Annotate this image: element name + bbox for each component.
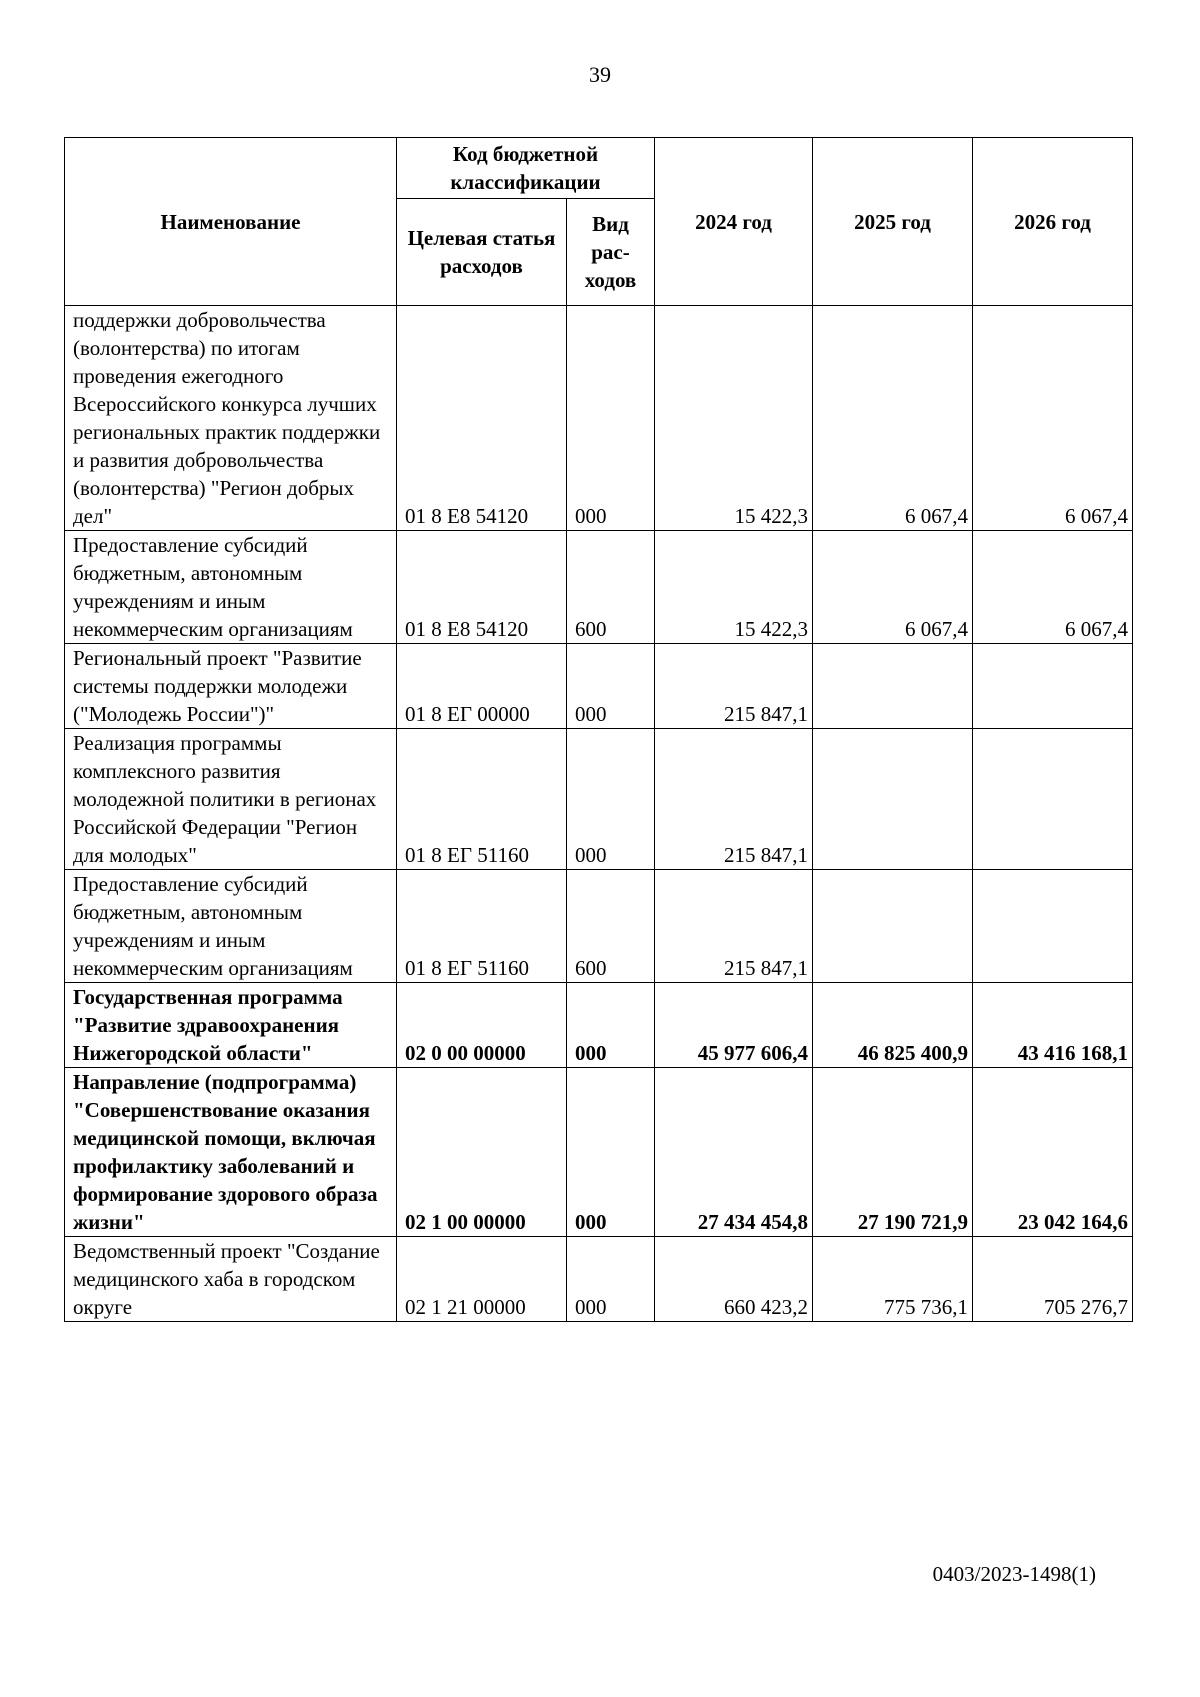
row-expense-kind: 000 xyxy=(567,983,655,1068)
table-row xyxy=(65,983,1133,1068)
row-value-2024: 215 847,1 xyxy=(655,729,813,870)
row-value-2024: 15 422,3 xyxy=(655,531,813,644)
row-value-2026: 6 067,4 xyxy=(973,531,1133,644)
table-row xyxy=(65,870,1133,983)
table-row xyxy=(65,1068,1133,1237)
row-expense-kind: 000 xyxy=(567,1237,655,1322)
table-row xyxy=(65,306,1133,531)
row-name: Предоставление субсидий бюджетным, автономным учреждениям и иным некоммерческим организациям xyxy=(65,870,397,983)
row-value-2026 xyxy=(973,729,1133,870)
header-target-article: Целевая статья расходов xyxy=(397,199,567,306)
row-value-2026: 6 067,4 xyxy=(973,306,1133,531)
row-value-2026: 23 042 164,6 xyxy=(973,1068,1133,1237)
row-name: Ведомственный проект "Создание медицинского хаба в городском округе xyxy=(65,1237,397,1322)
row-expense-kind: 000 xyxy=(567,729,655,870)
header-2025: 2025 год xyxy=(813,138,973,306)
row-name: Предоставление субсидий бюджетным, автономным учреждениям и иным некоммерческим организациям xyxy=(65,531,397,644)
header-name: Наименование xyxy=(65,138,397,306)
row-expense-kind: 000 xyxy=(567,1068,655,1237)
row-target-article: 01 8 ЕГ 00000 xyxy=(397,644,567,729)
row-target-article: 02 1 00 00000 xyxy=(397,1068,567,1237)
header-expense-kind: Вид рас-ходов xyxy=(567,199,655,306)
row-value-2026 xyxy=(973,644,1133,729)
row-value-2025: 6 067,4 xyxy=(813,306,973,531)
row-value-2025 xyxy=(813,729,973,870)
row-target-article: 01 8 ЕГ 51160 xyxy=(397,870,567,983)
row-value-2025: 46 825 400,9 xyxy=(813,983,973,1068)
row-value-2025: 775 736,1 xyxy=(813,1237,973,1322)
row-value-2025: 27 190 721,9 xyxy=(813,1068,973,1237)
row-expense-kind: 600 xyxy=(567,531,655,644)
header-2024: 2024 год xyxy=(655,138,813,306)
row-value-2024: 215 847,1 xyxy=(655,644,813,729)
table-header xyxy=(65,138,1133,306)
row-value-2024: 15 422,3 xyxy=(655,306,813,531)
row-target-article: 02 1 21 00000 xyxy=(397,1237,567,1322)
row-expense-kind: 600 xyxy=(567,870,655,983)
row-value-2025: 6 067,4 xyxy=(813,531,973,644)
row-target-article: 01 8 ЕГ 51160 xyxy=(397,729,567,870)
table-row xyxy=(65,1237,1133,1322)
row-name: Направление (подпрограмма) "Совершенствование оказания медицинской помощи, включая профилактику заболеваний и формирование здорового образа жизни" xyxy=(65,1068,397,1237)
row-target-article: 01 8 Е8 54120 xyxy=(397,531,567,644)
row-value-2024: 660 423,2 xyxy=(655,1237,813,1322)
document-code: 0403/2023-1498(1) xyxy=(932,1562,1096,1586)
header-code-group: Код бюджетной классификации xyxy=(397,138,655,199)
row-target-article: 01 8 Е8 54120 xyxy=(397,306,567,531)
row-value-2026 xyxy=(973,870,1133,983)
row-value-2024: 45 977 606,4 xyxy=(655,983,813,1068)
row-name: поддержки добровольчества (волонтерства) по итогам проведения ежегодного Всероссийского конкурса лучших региональных практик поддержки и развития добровольчества (волонтерства) "Регион добрых дел" xyxy=(65,306,397,531)
table-body xyxy=(65,306,1133,1322)
table-row xyxy=(65,729,1133,870)
row-value-2025 xyxy=(813,870,973,983)
table-row xyxy=(65,531,1133,644)
row-value-2026: 43 416 168,1 xyxy=(973,983,1133,1068)
row-value-2024: 215 847,1 xyxy=(655,870,813,983)
row-name: Региональный проект "Развитие системы поддержки молодежи ("Молодежь России")" xyxy=(65,644,397,729)
row-name: Государственная программа "Развитие здравоохранения Нижегородской области" xyxy=(65,983,397,1068)
row-value-2024: 27 434 454,8 xyxy=(655,1068,813,1237)
row-expense-kind: 000 xyxy=(567,306,655,531)
row-value-2026: 705 276,7 xyxy=(973,1237,1133,1322)
row-value-2025 xyxy=(813,644,973,729)
budget-table xyxy=(64,137,1133,1322)
row-name: Реализация программы комплексного развития молодежной политики в регионах Российской Федерации "Регион для молодых" xyxy=(65,729,397,870)
table-row xyxy=(65,644,1133,729)
row-target-article: 02 0 00 00000 xyxy=(397,983,567,1068)
header-2026: 2026 год xyxy=(973,138,1133,306)
page-number: 39 xyxy=(589,62,611,87)
row-expense-kind: 000 xyxy=(567,644,655,729)
